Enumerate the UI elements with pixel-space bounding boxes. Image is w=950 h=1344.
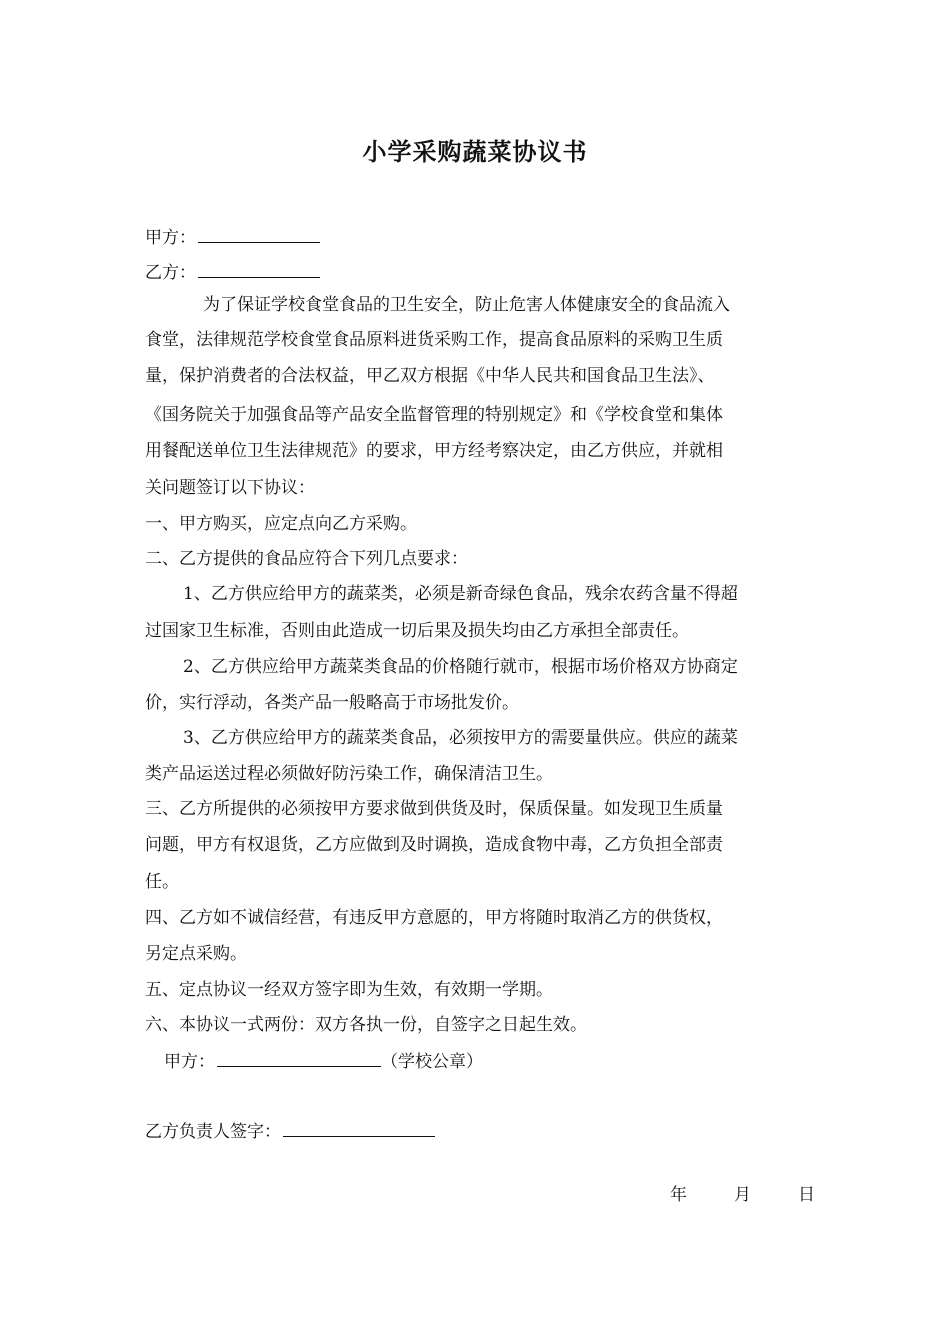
body-line: 《国务院关于加强食品等产品安全监督管理的特别规定》和《学校食堂和集体 xyxy=(145,405,723,425)
clause-2: 二、乙方提供的食品应符合下列几点要求： xyxy=(145,549,468,569)
clause-4-cont: 另定点采购。 xyxy=(145,944,247,964)
sub-clause-3: 3、乙方供应给甲方的蔬菜类食品，必须按甲方的需要量供应。供应的蔬菜 xyxy=(183,728,738,748)
sign-a-blank xyxy=(217,1048,381,1067)
date-line xyxy=(670,1184,815,1206)
date-month: 月 xyxy=(734,1185,751,1205)
clause-5: 五、定点协议一经双方签字即为生效，有效期一学期。 xyxy=(145,980,553,1000)
sign-b-label: 乙方负责人签字： xyxy=(145,1122,281,1142)
clause-4: 四、乙方如不诚信经营，有违反甲方意愿的，甲方将随时取消乙方的供货权， xyxy=(145,908,723,928)
sign-a-label: 甲方： xyxy=(164,1052,215,1072)
party-b-line xyxy=(145,259,320,284)
party-a-line xyxy=(145,224,320,249)
clause-3-cont: 任。 xyxy=(145,872,179,892)
clause-6: 六、本协议一式两份：双方各执一份，自签字之日起生效。 xyxy=(145,1015,587,1035)
party-a-blank xyxy=(198,224,320,243)
party-b-blank xyxy=(198,259,320,278)
body-line: 关问题签订以下协议： xyxy=(145,478,315,498)
party-a-label: 甲方： xyxy=(145,228,196,248)
body-line: 食堂，法律规范学校食堂食品原料进货采购工作，提高食品原料的采购卫生质 xyxy=(145,330,723,350)
party-b-signature-line xyxy=(145,1118,435,1143)
date-day: 日 xyxy=(798,1185,815,1205)
party-b-label: 乙方： xyxy=(145,263,196,283)
body-line: 用餐配送单位卫生法律规范》的要求，甲方经考察决定，由乙方供应，并就相 xyxy=(145,441,723,461)
party-a-signature-line xyxy=(164,1048,483,1073)
sub-clause-1: 1、乙方供应给甲方的蔬菜类，必须是新奇绿色食品，残余农药含量不得超 xyxy=(183,584,738,604)
clause-1: 一、甲方购买，应定点向乙方采购。 xyxy=(145,514,417,534)
sub-clause-3-cont: 类产品运送过程必须做好防污染工作，确保清洁卫生。 xyxy=(145,764,553,784)
sub-clause-1-cont: 过国家卫生标准，否则由此造成一切后果及损失均由乙方承担全部责任。 xyxy=(145,621,689,641)
clause-3-cont: 问题，甲方有权退货，乙方应做到及时调换，造成食物中毒，乙方负担全部责 xyxy=(145,835,723,855)
sub-clause-2-cont: 价，实行浮动，各类产品一般略高于市场批发价。 xyxy=(145,693,519,713)
sign-a-note: （学校公章） xyxy=(381,1052,483,1072)
body-line: 为了保证学校食堂食品的卫生安全，防止危害人体健康安全的食品流入 xyxy=(203,295,730,315)
sub-clause-2: 2、乙方供应给甲方蔬菜类食品的价格随行就市，根据市场价格双方协商定 xyxy=(183,657,738,677)
date-year: 年 xyxy=(670,1185,687,1205)
sign-b-blank xyxy=(283,1118,435,1137)
clause-3: 三、乙方所提供的必须按甲方要求做到供货及时，保质保量。如发现卫生质量 xyxy=(145,799,723,819)
document-title: 小学采购蔬菜协议书 xyxy=(362,137,588,166)
body-line: 量，保护消费者的合法权益，甲乙双方根据《中华人民共和国食品卫生法》、 xyxy=(145,366,715,386)
